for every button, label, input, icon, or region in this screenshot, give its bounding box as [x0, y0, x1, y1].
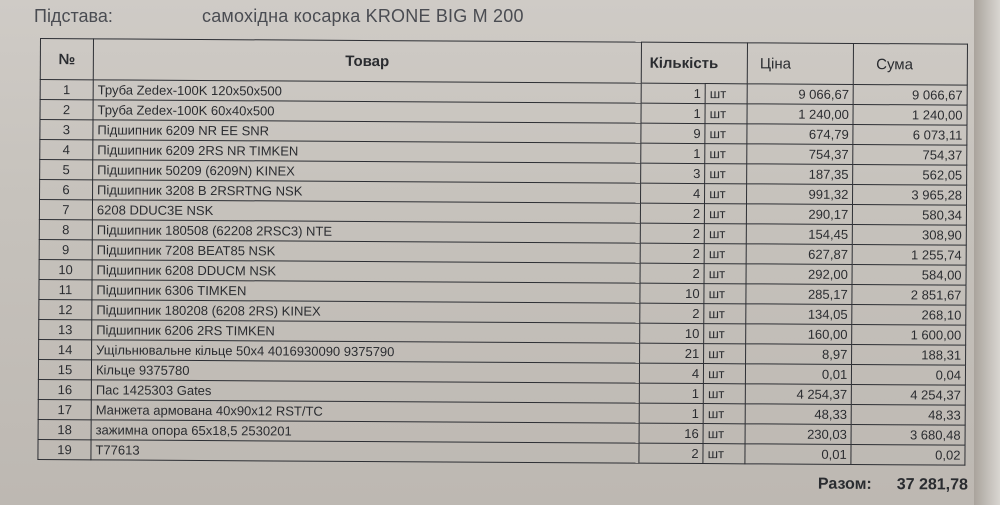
cell-no: 5 — [40, 160, 93, 180]
cell-qty: 21 — [639, 343, 704, 363]
cell-qty: 10 — [640, 283, 705, 303]
cell-qty: 10 — [639, 323, 704, 343]
cell-unit: шт — [704, 264, 746, 284]
cell-no: 8 — [39, 219, 92, 239]
header-no: № — [40, 39, 93, 80]
cell-no: 1 — [40, 80, 93, 100]
cell-price: 0,01 — [746, 364, 852, 385]
cell-sum: 0,02 — [851, 444, 965, 465]
cell-item: Підшипник 6306 TIMKEN — [92, 280, 640, 303]
cell-qty: 2 — [640, 303, 705, 323]
cell-qty: 2 — [640, 223, 705, 243]
cell-no: 15 — [38, 359, 91, 379]
cell-unit: шт — [704, 224, 746, 244]
basis-label: Підстава: — [34, 6, 113, 26]
cell-price: 0,01 — [745, 444, 851, 465]
cell-no: 16 — [38, 379, 91, 399]
cell-item: Манжета армована 40x90x12 RST/TC — [91, 400, 639, 423]
total-label: Разом: — [817, 475, 872, 493]
cell-qty: 1 — [640, 143, 705, 163]
cell-unit: шт — [703, 424, 745, 444]
cell-qty: 1 — [639, 403, 704, 423]
cell-price: 991,32 — [747, 184, 853, 205]
cell-unit: шт — [705, 84, 747, 104]
cell-item: Підшипник 50209 (6209N) KINEX — [93, 160, 641, 183]
cell-qty: 2 — [640, 263, 705, 283]
cell-qty: 1 — [639, 383, 704, 403]
table-body — [38, 80, 967, 466]
cell-no: 12 — [39, 299, 92, 319]
cell-no: 19 — [38, 439, 91, 459]
cell-unit: шт — [704, 284, 746, 304]
cell-sum: 0,04 — [852, 364, 966, 385]
cell-item: Підшипник 180508 (62208 2RSC3) NTE — [92, 220, 640, 243]
cell-item: Пас 1425303 Gates — [91, 380, 639, 403]
cell-price: 8,97 — [746, 344, 852, 365]
table-header-row — [40, 39, 967, 86]
cell-no: 18 — [38, 419, 91, 439]
cell-qty: 2 — [639, 443, 704, 463]
cell-unit: шт — [704, 244, 746, 264]
cell-sum: 580,34 — [853, 204, 967, 225]
cell-unit: шт — [705, 204, 747, 224]
basis-value: самохідна косарка KRONE BIG M 200 — [202, 6, 524, 26]
cell-sum: 9 066,67 — [853, 84, 967, 105]
cell-unit: шт — [705, 144, 747, 164]
paper-edge — [974, 0, 1000, 505]
cell-no: 11 — [39, 279, 92, 299]
cell-price: 290,17 — [746, 204, 852, 225]
cell-sum: 308,90 — [853, 224, 967, 245]
header-sum: Сума — [854, 43, 968, 85]
cell-qty: 2 — [640, 203, 705, 223]
cell-unit: шт — [704, 364, 746, 384]
header-price: Ціна — [747, 43, 853, 85]
cell-item: Підшипник 6206 2RS TIMKEN — [92, 320, 640, 343]
cell-item: зажимна опора 65x18,5 2530201 — [91, 420, 639, 443]
cell-unit: шт — [705, 184, 747, 204]
cell-item: Підшипник 180208 (6208 2RS) KINEX — [92, 300, 640, 323]
cell-price: 292,00 — [746, 264, 852, 285]
cell-qty: 4 — [639, 363, 704, 383]
cell-item: T77613 — [91, 440, 639, 463]
cell-price: 4 254,37 — [745, 384, 851, 405]
cell-no: 14 — [39, 339, 92, 359]
cell-no: 6 — [40, 180, 93, 200]
cell-sum: 188,31 — [852, 344, 966, 365]
cell-price: 134,05 — [746, 304, 852, 325]
cell-price: 48,33 — [745, 404, 851, 425]
cell-unit: шт — [703, 444, 745, 464]
cell-no: 2 — [40, 100, 93, 120]
cell-sum: 3 965,28 — [853, 184, 967, 205]
cell-item: Підшипник 3208 B 2RSRTNG NSK — [93, 180, 641, 203]
cell-price: 674,79 — [747, 124, 853, 145]
cell-sum: 268,10 — [852, 304, 966, 325]
cell-price: 285,17 — [746, 284, 852, 305]
cell-price: 1 240,00 — [747, 104, 853, 125]
cell-item: 6208 DDUC3E NSK — [92, 200, 640, 223]
cell-sum: 1 255,74 — [852, 244, 966, 265]
cell-unit: шт — [703, 384, 745, 404]
header-item: Товар — [93, 39, 641, 83]
cell-item: Підшипник 6209 NR EE SNR — [93, 120, 641, 143]
cell-no: 13 — [39, 319, 92, 339]
cell-price: 160,00 — [746, 324, 852, 345]
cell-qty: 2 — [640, 243, 705, 263]
cell-no: 3 — [40, 120, 93, 140]
cell-qty: 3 — [640, 163, 705, 183]
cell-item: Труба Zedex-100K 120x50x500 — [93, 80, 641, 103]
cell-qty: 1 — [641, 83, 706, 103]
cell-item: Підшипник 7208 BEAT85 NSK — [92, 240, 640, 263]
cell-sum: 754,37 — [853, 144, 967, 165]
header-qty: Кількість — [641, 42, 748, 84]
cell-price: 154,45 — [746, 224, 852, 245]
cell-no: 10 — [39, 259, 92, 279]
cell-sum: 2 851,67 — [852, 284, 966, 305]
goods-table — [37, 38, 968, 466]
cell-qty: 16 — [639, 423, 704, 443]
cell-unit: шт — [703, 404, 745, 424]
cell-qty: 4 — [640, 183, 705, 203]
cell-item: Ущільнювальне кільце 50x4 4016930090 9375790 — [92, 340, 640, 363]
cell-sum: 3 680,48 — [851, 424, 965, 445]
cell-item: Підшипник 6209 2RS NR TIMKEN — [93, 140, 641, 163]
cell-price: 754,37 — [747, 144, 853, 165]
cell-item: Кільце 9375780 — [91, 360, 639, 383]
cell-sum: 584,00 — [852, 264, 966, 285]
cell-no: 7 — [39, 200, 92, 220]
cell-unit: шт — [705, 164, 747, 184]
cell-price: 9 066,67 — [747, 84, 853, 105]
cell-qty: 9 — [641, 123, 706, 143]
cell-qty: 1 — [641, 103, 706, 123]
cell-price: 627,87 — [746, 244, 852, 265]
cell-sum: 4 254,37 — [852, 384, 966, 405]
cell-price: 230,03 — [745, 424, 851, 445]
cell-unit: шт — [704, 344, 746, 364]
cell-item: Підшипник 6208 DDUCM NSK — [92, 260, 640, 283]
cell-price: 187,35 — [747, 164, 853, 185]
cell-sum: 1 600,00 — [852, 324, 966, 345]
cell-no: 9 — [39, 239, 92, 259]
cell-sum: 562,05 — [853, 164, 967, 185]
cell-unit: шт — [705, 104, 747, 124]
total-value: 37 281,78 — [896, 476, 968, 494]
cell-unit: шт — [705, 124, 747, 144]
cell-sum: 6 073,11 — [853, 124, 967, 145]
cell-no: 17 — [38, 399, 91, 419]
basis-line — [34, 6, 524, 27]
cell-unit: шт — [704, 324, 746, 344]
cell-sum: 48,33 — [851, 404, 965, 425]
cell-no: 4 — [40, 140, 93, 160]
cell-item: Труба Zedex-100K 60x40x500 — [93, 100, 641, 123]
cell-unit: шт — [704, 304, 746, 324]
cell-sum: 1 240,00 — [853, 104, 967, 125]
